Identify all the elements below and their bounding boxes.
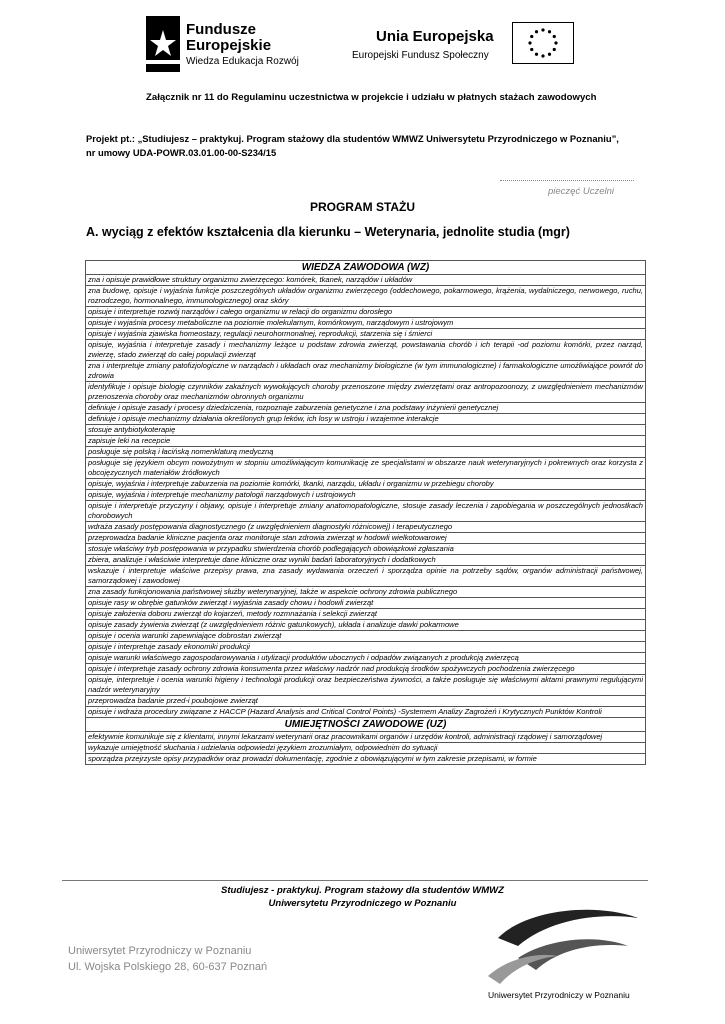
ue-logo-subtitle: Europejski Fundusz Społeczny [352, 50, 489, 61]
effect-cell: zna zasady funkcjonowania państwowej służby weterynaryjnej, także w aspekcie ochrony zdrowia publicznego [86, 587, 646, 598]
fe-logo-text [186, 22, 271, 54]
effect-cell: przeprowadza badanie kliniczne pacjenta oraz monitoruje stan zdrowia zwierząt w hodowli wielkotowarowej [86, 533, 646, 544]
table-row [86, 642, 646, 653]
table-row [86, 403, 646, 414]
table-row [86, 587, 646, 598]
table-row [86, 501, 646, 522]
eu-star-icon [548, 53, 551, 56]
program-title: PROGRAM STAŻU [309, 200, 416, 214]
effect-cell: opisuje i interpretuje zasady ekonomiki produkcji [86, 642, 646, 653]
fe-logo-line2: Europejskie [186, 37, 272, 54]
address-line1: Uniwersytet Przyrodniczy w Poznaniu [68, 945, 252, 957]
stamp-dotted-line [500, 180, 634, 181]
effect-cell: opisuje i ocenia warunki zapewniające dobrostan zwierząt [86, 631, 646, 642]
eu-star-icon [553, 48, 556, 51]
effect-cell: opisuje rasy w obrębie gatunków zwierząt i wyjaśnia zasady chowu i hodowli zwierząt [86, 598, 646, 609]
effect-cell: posługuje się językiem obcym nowożytnym w stopniu umożliwiającym komunikację ze specjalistami w obszarze nauk weterynaryjnych i pokrewnych oraz korzysta z obcojęzycznych materiałów źródłowych [86, 458, 646, 479]
table-row [86, 609, 646, 620]
effect-cell: opisuje warunki właściwego zagospodarowywania i utylizacji produktów ubocznych i odpadów związanych z produkcją zwierzęcą [86, 653, 646, 664]
effect-cell: opisuje i wdraża procedury związane z HACCP (Hazard Analysis and Critical Control Points) -Systemem Analizy Zagrożeń i Krytycznych Punktów Kontroli [86, 707, 646, 718]
table-row [86, 675, 646, 696]
table-row [86, 555, 646, 566]
effect-cell: wskazuje i interpretuje właściwe przepisy prawa, zna zasady wydawania orzeczeń i sporządza opinie na potrzeby sądów, organów administracji państwowej, samorządowej i zawodowej [86, 566, 646, 587]
learning-effects-table [85, 260, 646, 765]
university-logo [478, 898, 648, 1008]
eu-star-icon [530, 48, 533, 51]
table-row [86, 533, 646, 544]
effect-cell: efektywnie komunikuje się z klientami, innymi lekarzami weterynarii oraz pracownikami organów i urzędów kontroli, administracji rządowej i samorządowej [86, 732, 646, 743]
footer-line2: Uniwersytetu Przyrodniczego w Poznaniu [268, 898, 457, 909]
effect-cell: opisuje i wyjaśnia zjawiska homeostazy, regulacji neurohormonalnej, reprodukcji, starzenia się i śmierci [86, 329, 646, 340]
unia-europejska-logo [352, 26, 582, 74]
table-row [86, 436, 646, 447]
table-row [86, 490, 646, 501]
effect-cell: opisuje, interpretuje i ocenia warunki higieny i technologii produkcji oraz bezpieczeństwa żywności, a także posługuje się właściwymi aktami prawnymi regulującymi nadzór weterynaryjny [86, 675, 646, 696]
table-row [86, 696, 646, 707]
effect-cell: identyfikuje i opisuje biologię czynników zakaźnych wywołujących choroby przenoszone między zwierzętami oraz antropozoonozy, z uwzględnieniem mechanizmów przenoszenia choroby oraz mechanizmów obronnych organizmu [86, 382, 646, 403]
table-row [86, 653, 646, 664]
eu-star-icon [530, 35, 533, 38]
eu-star-icon [553, 35, 556, 38]
effect-cell: wdraża zasady postępowania diagnostycznego (z uwzględnieniem diagnostyki różnicowej) i terapeutycznego [86, 522, 646, 533]
effect-cell: opisuje, wyjaśnia i interpretuje mechanizmy patologii narządowych i ustrojowych [86, 490, 646, 501]
effect-cell: opisuje i interpretuje przyczyny i objawy, opisuje i interpretuje zmiany anatomopatologiczne, stosuje zasady leczenia i zapobiegania w poszczególnych jednostkach chorobowych [86, 501, 646, 522]
table-row [86, 566, 646, 587]
fe-star-icon [146, 16, 180, 72]
table-row [86, 479, 646, 490]
table-row [86, 329, 646, 340]
table-section-header: UMIEJĘTNOŚCI ZAWODOWE (UZ) [86, 718, 646, 732]
effect-cell: opisuje i interpretuje rozwój narządów i całego organizmu w relacji do organizmu dorosłego [86, 307, 646, 318]
effect-cell: posługuje się polską i łacińską nomenklaturą medyczną [86, 447, 646, 458]
eu-star-icon [548, 30, 551, 33]
effect-cell: zapisuje leki na recepcie [86, 436, 646, 447]
table-row [86, 707, 646, 718]
table-row [86, 458, 646, 479]
project-title: Projekt pt.: „Studiujesz – praktykuj. Program stażowy dla studentów WMWZ Uniwersytetu Przyrodniczego w Poznaniu”, [86, 133, 619, 144]
eu-star-icon [554, 41, 557, 44]
table-row [86, 425, 646, 436]
eu-flag-icon [512, 22, 574, 64]
effect-cell: definiuje i opisuje zasady i procesy dziedziczenia, rozpoznaje zaburzenia genetyczne i zna podstawy inżynierii genetycznej [86, 403, 646, 414]
project-info [86, 132, 646, 160]
ue-logo-title: Unia Europejska [376, 28, 494, 45]
table-row [86, 361, 646, 382]
effect-cell: sporządza przejrzyste opisy przypadków oraz prowadzi dokumentację, zgodnie z obowiązującymi w tym zakresie przepisami, w formie [86, 754, 646, 765]
eu-star-icon [541, 28, 544, 31]
effect-cell: zbiera, analizuje i właściwie interpretuje dane kliniczne oraz wyniki badań laboratoryjnych i dodatkowych [86, 555, 646, 566]
table-row [86, 447, 646, 458]
table-row [86, 743, 646, 754]
effect-cell: definiuje i opisuje mechanizmy działania określonych grup leków, ich losy w ustroju i wzajemne interakcje [86, 414, 646, 425]
table-row [86, 754, 646, 765]
table-row [86, 664, 646, 675]
effect-cell: opisuje i wyjaśnia procesy metaboliczne na poziomie molekularnym, komórkowym, narządowym i ustrojowym [86, 318, 646, 329]
eu-star-icon [528, 41, 531, 44]
fe-logo-line1: Fundusze [186, 21, 256, 38]
stamp-label: pieczęć Uczelni [548, 186, 614, 197]
effect-cell: przeprowadza badanie przed-i poubojowe zwierząt [86, 696, 646, 707]
section-a-heading: A. wyciąg z efektów kształcenia dla kierunku – Weterynaria, jednolite studia (mgr) [86, 225, 570, 239]
effect-cell: opisuje i interpretuje zasady ochrony zdrowia konsumenta przez właściwy nadzór nad produkcją środków spożywczych pochodzenia zwierzęcego [86, 664, 646, 675]
table-row [86, 598, 646, 609]
table-row [86, 522, 646, 533]
eu-star-icon [535, 53, 538, 56]
table-row [86, 544, 646, 555]
footer-divider [62, 880, 648, 881]
table-row [86, 414, 646, 425]
wz-header-row [86, 261, 646, 275]
fe-logo-subtitle: Wiedza Edukacja Rozwój [186, 56, 299, 67]
address-line2: Ul. Wojska Polskiego 28, 60-637 Poznań [68, 961, 268, 973]
university-address [68, 943, 267, 975]
effect-cell: opisuje, wyjaśnia i interpretuje zasady i mechanizmy leżące u podstaw zdrowia zwierząt, powstawania chorób i ich terapii -od poziomu komórki, przez narząd, zwierzę, stado zwierząt do całej populacji zwierząt [86, 340, 646, 361]
table-row [86, 275, 646, 286]
table-row [86, 286, 646, 307]
effect-cell: stosuje właściwy tryb postępowania w przypadku stwierdzenia chorób podlegających obowiązkowi zgłaszania [86, 544, 646, 555]
annex-title: Załącznik nr 11 do Regulaminu uczestnictwa w projekcie i udziału w płatnych stażach zawodowych [146, 92, 597, 103]
fundusze-europejskie-logo [146, 16, 316, 72]
effect-cell: opisuje zasady żywienia zwierząt (z uwzględnieniem różnic gatunkowych), układa i analizuje dawki pokarmowe [86, 620, 646, 631]
table-section-header: WIEDZA ZAWODOWA (WZ) [86, 261, 646, 275]
table-row [86, 318, 646, 329]
eu-star-icon [535, 30, 538, 33]
effect-cell: zna i opisuje prawidłowe struktury organizmu zwierzęcego: komórek, tkanek, narządów i układów [86, 275, 646, 286]
table-row [86, 340, 646, 361]
table-row [86, 382, 646, 403]
effect-cell: stosuje antybiotykoterapię [86, 425, 646, 436]
uz-header-row [86, 718, 646, 732]
table-row [86, 732, 646, 743]
university-swoosh-icon [478, 898, 648, 988]
footer-line1: Studiujesz - praktykuj. Program stażowy dla studentów WMWZ [221, 885, 504, 896]
table-row [86, 631, 646, 642]
university-logo-name: Uniwersytet Przyrodniczy w Poznaniu [488, 990, 630, 1000]
contract-number: nr umowy UDA-POWR.03.01.00-00-S234/15 [86, 147, 277, 158]
effect-cell: wykazuje umiejętność słuchania i udzielania odpowiedzi językiem zrozumiałym, odpowiednim do sytuacji [86, 743, 646, 754]
table-row [86, 307, 646, 318]
effect-cell: opisuje założenia doboru zwierząt do kojarzeń, metody rozmnażania i selekcji zwierząt [86, 609, 646, 620]
table-row [86, 620, 646, 631]
effect-cell: zna i interpretuje zmiany patofizjologiczne w narządach i układach oraz mechanizmy biologiczne (w tym immunologiczne) i farmakologiczne umożliwiające powrót do zdrowia [86, 361, 646, 382]
effect-cell: opisuje, wyjaśnia i interpretuje zaburzenia na poziomie komórki, tkanki, narządu, układu i organizmu w przebiegu choroby [86, 479, 646, 490]
effect-cell: zna budowę, opisuje i wyjaśnia funkcje poszczególnych układów organizmu zwierzęcego (oddechowego, pokarmowego, krążenia, wydalniczego, nerwowego, ruchu, rozrodczego, hormonalnego, immunologicznego) oraz skóry [86, 286, 646, 307]
eu-star-icon [541, 54, 544, 57]
